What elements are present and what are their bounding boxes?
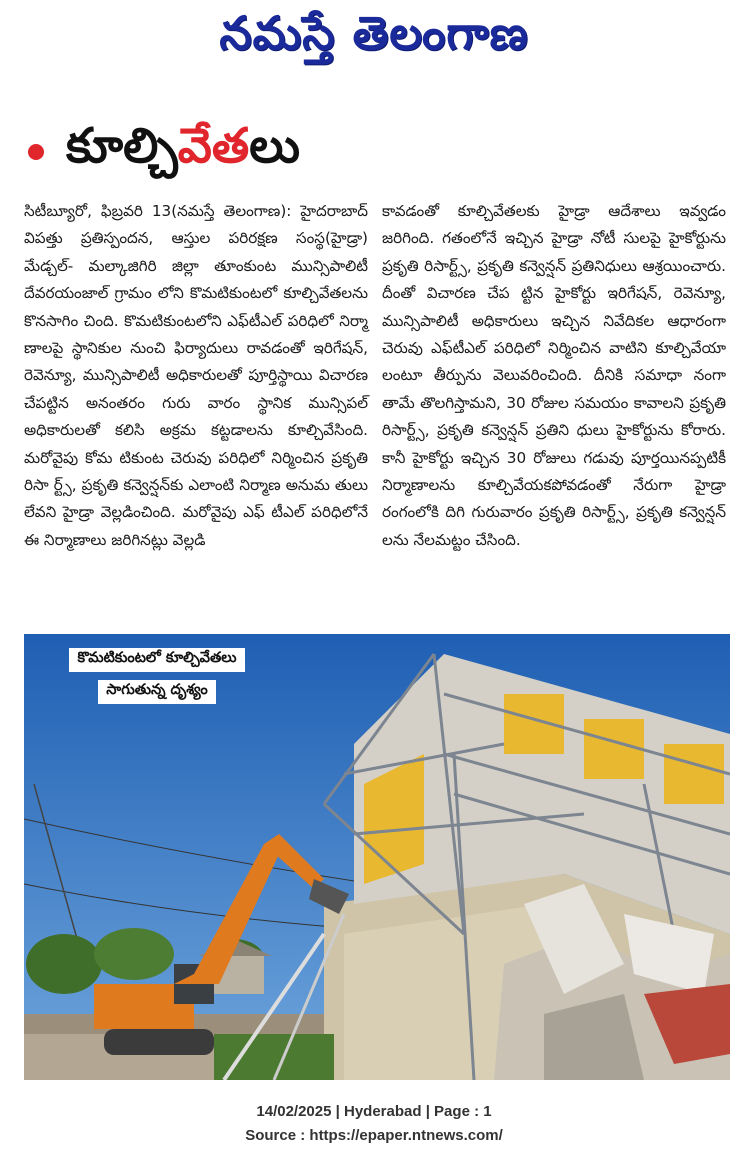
article-body: [24, 198, 726, 618]
photo-caption: [44, 648, 270, 712]
photo-caption-line-2: సాగుతున్న దృశ్యం: [98, 680, 215, 704]
headline-bullet-icon: [28, 144, 44, 160]
article-column-2: కావడంతో కూల్చివేతలకు హైడ్రా ఆదేశాలు ఇవ్వడం జరిగింది. గతంలోనే ఇచ్చిన హైడ్రా నోటీ సులపై హైకోర్టును ప్రకృతి రిసార్ట్స్, ప్రకృతి కన్వెన్షన్ ప్రతినిధులు ఆశ్రయించారు. దీంతో విచారణ చేప ట్టిన హైకోర్టు ఇరిగేషన్, రెవెన్యూ, మున్సిపాలిటీ అధికారులు ఇచ్చిన నివేదికల ఆధారంగా చెరువు ఎఫ్‌టీఎల్ పరిధిలో నిర్మించిన వాటిని కూల్చివేయా లంటూ తీర్పును వెలువరించింది. దీనికి సమాధా నంగా తామే తొలగిస్తామని, 30 రోజుల సమయం కావాలని ప్రకృతి రిసార్ట్స్, ప్రకృతి కన్వెన్షన్ ప్రతిని ధులు హైకోర్టును కోరారు. కానీ హైకోర్టు ఇచ్చిన 30 రోజులు గడువు పూర్తయినప్పటికీ నిర్మాణాలను కూల్చివేయకపోవడంతో నేరుగా హైడ్రా రంగంలోకి దిగి గురువారం ప్రకృతి రిసార్ట్స్, ప్రకృతి కన్వెన్షన్ లను నేలమట్టం చేసింది.: [382, 202, 726, 549]
masthead-title: నమస్తే తెలంగాణ: [219, 6, 529, 60]
article-column-1: సిటీబ్యూరో, ఫిబ్రవరి 13(నమస్తే తెలంగాణ): హైదరాబాద్ విపత్తు ప్రతిస్పందన, ఆస్తుల పరిరక్షణ సంస్థ(హైడ్రా) మేడ్చల్- మల్కాజిగిరి జిల్లా తూంకుంట మున్సిపాలిటీ దేవరయంజాల్ గ్రామం లోని కొమటికుంటలో కూల్చివేతలను కొనసాగిం చింది. కొమటికుంటలోని ఎఫ్‌టీఎల్ పరిధిలో నిర్మా ణాలపై స్థానికుల నుంచి ఫిర్యాదులు రావడంతో ఇరిగేషన్, రెవెన్యూ, మున్సిపాలిటీ అధికారులతో పూర్తిస్థాయి విచారణ చేపట్టిన అనంతరం గురు వారం స్థానిక మున్సిపల్ అధికారులతో కలిసి అక్రమ కట్టడాలను కూల్చివేసింది. మరోవైపు కోమ టికుంట చెరువు పరిధిలో నిర్మించిన ప్రకృతి రిసా ర్ట్స్, ప్రకృతి కన్వెన్షన్‌కు ఎలాంటి నిర్మాణ అనుమ తులు లేవని హైడ్రా వెల్లడించింది. మరోవైపు ఎఫ్ టీఎల్ పరిధిలోనే ఈ నిర్మాణాలు జరిగినట్లు వెల్లడి: [24, 202, 368, 549]
photo-caption-line-1: కొమటికుంటలో కూల్చివేతలు: [69, 648, 244, 672]
footer-source: Source : https://epaper.ntnews.com/: [245, 1127, 503, 1144]
headline: [28, 112, 300, 192]
footer-date-page: 14/02/2025 | Hyderabad | Page : 1: [256, 1103, 492, 1120]
headline-text: కూల్చివేతలు: [66, 118, 300, 174]
